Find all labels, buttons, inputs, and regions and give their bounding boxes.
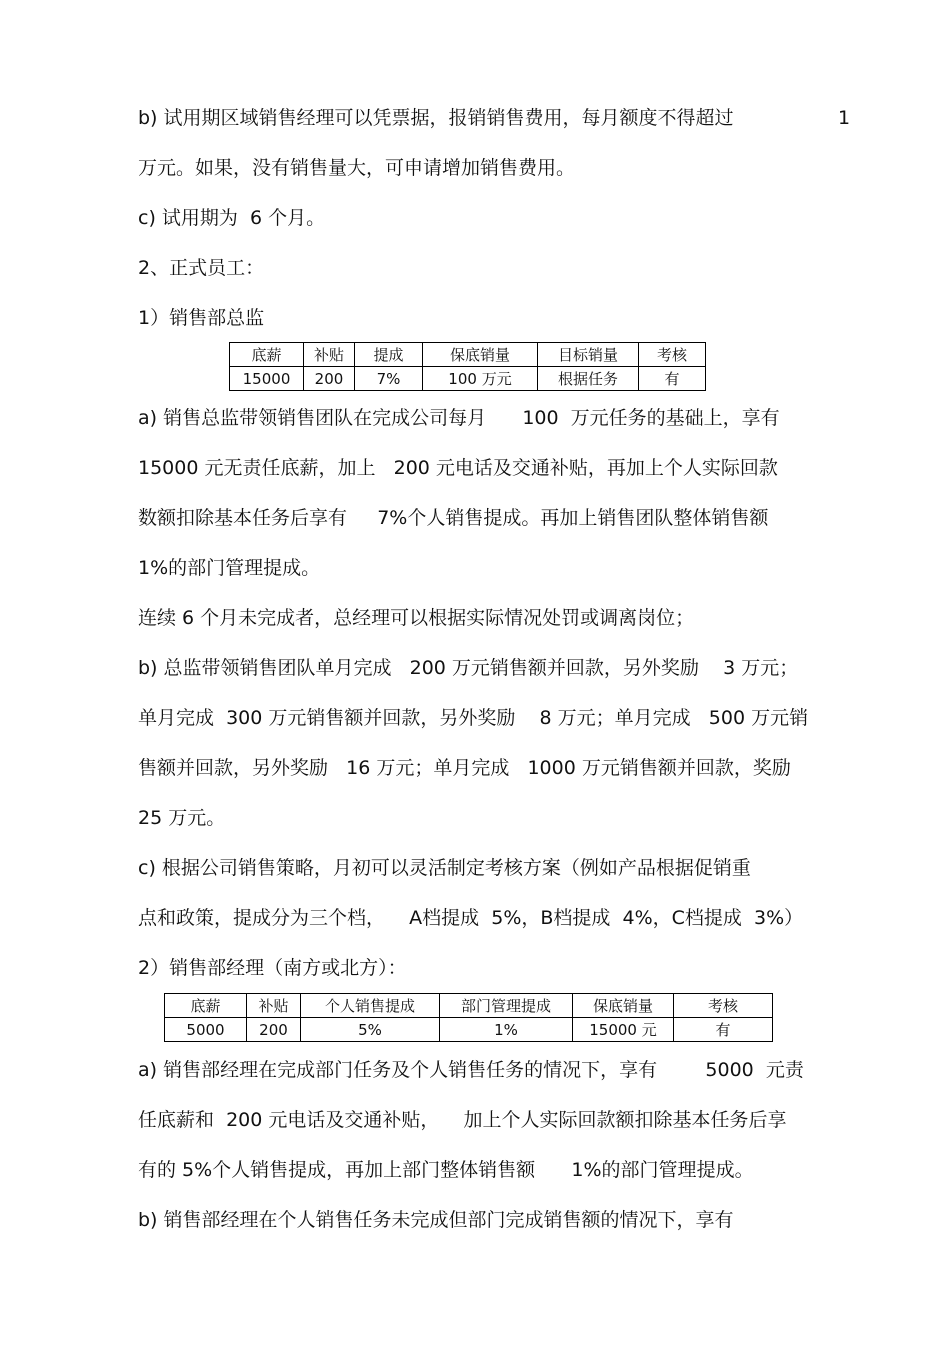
paragraph-a-manager: a) 销售部经理在完成部门任务及个人销售任务的情况下，享有 5000 元责 [138,1059,804,1081]
table-cell: 15000 [230,367,304,391]
table-header-row [165,994,773,1018]
table-cell: 15000 元 [573,1018,674,1042]
text-line: 25 万元。 [138,807,226,829]
section-heading-regular-staff: 2、正式员工： [138,257,265,279]
subheading-sales-director: 1）销售部总监 [138,307,265,329]
text-line: 售额并回款，另外奖励 16 万元；单月完成 1000 万元销售额并回款，奖励 [138,757,791,779]
expense-limit-number: 1 [838,107,851,129]
table-cell: 有 [674,1018,773,1042]
table-cell: 根据任务 [538,367,639,391]
paragraph-b-manager: b) 销售部经理在个人销售任务未完成但部门完成销售额的情况下，享有 [138,1209,734,1231]
table-header-cell: 考核 [674,994,773,1018]
table-header-cell: 底薪 [230,343,304,367]
table-header-cell: 补贴 [247,994,301,1018]
table-header-cell: 补贴 [304,343,355,367]
table-row [165,1018,773,1042]
table-cell: 100 万元 [423,367,538,391]
table-cell: 5000 [165,1018,247,1042]
paragraph-b-director-bonus: b) 总监带领销售团队单月完成 200 万元销售额并回款，另外奖励 3 万元； [138,657,799,679]
table-cell: 5% [301,1018,440,1042]
table-header-row [230,343,706,367]
table-cell: 200 [247,1018,301,1042]
text-line: 数额扣除基本任务后享有 7%个人销售提成。再加上销售团队整体销售额 [138,507,769,529]
text-line: 1%的部门管理提成。 [138,557,321,579]
text-line: 单月完成 300 万元销售额并回款，另外奖励 8 万元；单月完成 500 万元销 [138,707,809,729]
paragraph-b-probation-expense: b) 试用期区域销售经理可以凭票据，报销销售费用，每月额度不得超过 [138,107,734,129]
text-line: 15000 元无责任底薪，加上 200 元电话及交通补贴，再加上个人实际回款 [138,457,778,479]
table-header-cell: 保底销量 [573,994,674,1018]
text-line: 任底薪和 200 元电话及交通补贴， 加上个人实际回款额扣除基本任务后享 [138,1109,787,1131]
table-cell: 200 [304,367,355,391]
table-cell: 有 [639,367,706,391]
paragraph-a-director: a) 销售总监带领销售团队在完成公司每月 100 万元任务的基础上，享有 [138,407,780,429]
subheading-sales-manager: 2）销售部经理（南方或北方）： [138,957,407,979]
text-line: 万元。如果，没有销售量大，可申请增加销售费用。 [138,157,576,179]
table-header-cell: 底薪 [165,994,247,1018]
table-cell: 1% [440,1018,573,1042]
director-compensation-table [229,342,706,391]
table-header-cell: 目标销量 [538,343,639,367]
paragraph-c-probation-period: c) 试用期为 6 个月。 [138,207,326,229]
table-cell: 7% [355,367,423,391]
manager-compensation-table [164,993,773,1042]
table-row [230,367,706,391]
table-header-cell: 保底销量 [423,343,538,367]
text-line: 连续 6 个月未完成者，总经理可以根据实际情况处罚或调离岗位； [138,607,695,629]
table-header-cell: 考核 [639,343,706,367]
table-header-cell: 提成 [355,343,423,367]
paragraph-c-director-strategy: c) 根据公司销售策略，月初可以灵活制定考核方案（例如产品根据促销重 [138,857,751,879]
text-line: 有的 5%个人销售提成，再加上部门整体销售额 1%的部门管理提成。 [138,1159,754,1181]
text-line: 点和政策，提成分为三个档， A档提成 5%，B档提成 4%，C档提成 3%） [138,907,804,929]
table-header-cell: 个人销售提成 [301,994,440,1018]
table-header-cell: 部门管理提成 [440,994,573,1018]
